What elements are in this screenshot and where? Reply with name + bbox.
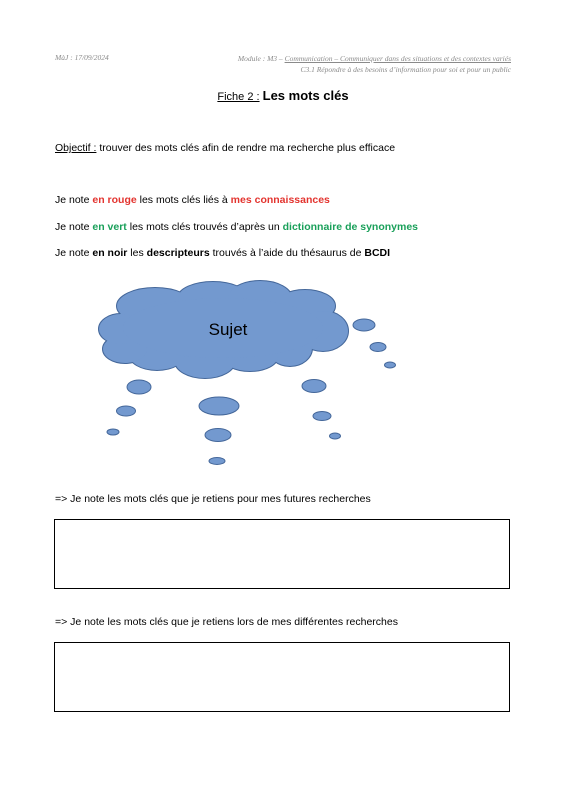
instruction-red-color: en rouge <box>92 194 137 206</box>
instruction-black-middle: les <box>127 247 147 259</box>
instruction-green-prefix: Je note <box>55 221 93 233</box>
objective-label: Objectif : <box>55 142 97 154</box>
instruction-black <box>55 247 390 259</box>
instruction-green <box>55 221 418 233</box>
subject-cloud-diagram <box>95 276 415 471</box>
bubble <box>313 412 331 421</box>
objective-line <box>55 142 395 154</box>
section2-prompt: => Je note les mots clés que je retiens lors de mes différentes recherches <box>55 616 398 628</box>
title-main: Les mots clés <box>262 88 349 103</box>
bubble <box>385 362 396 368</box>
bubble <box>302 380 326 393</box>
instruction-green-highlight: dictionnaire de synonymes <box>282 221 419 233</box>
future-keywords-box[interactable] <box>54 519 510 589</box>
instruction-black-suffix: trouvés à l’aide du thésaurus de <box>209 247 365 259</box>
competence-label: C3.1 Répondre à des besoins d’information pour soi et pour un public <box>300 65 511 74</box>
bubble <box>330 433 341 439</box>
section1-prompt: => Je note les mots clés que je retiens pour mes futures recherches <box>55 493 371 505</box>
instruction-black-color: en noir <box>92 247 128 259</box>
bubble <box>205 429 231 442</box>
instruction-red <box>55 194 330 206</box>
bubble <box>209 458 225 465</box>
module-prefix: Module : M3 – <box>237 54 285 63</box>
bubble <box>117 406 136 416</box>
search-keywords-box[interactable] <box>54 642 510 712</box>
module-link[interactable]: Communication – Communiquer dans des situations et des contextes variés <box>284 54 511 63</box>
page-title <box>0 88 566 103</box>
bubble <box>353 319 375 331</box>
instruction-red-prefix: Je note <box>55 194 93 206</box>
instruction-green-middle: les mots clés trouvés d’après un <box>126 221 283 233</box>
cloud-label: Sujet <box>208 320 248 339</box>
instruction-red-highlight: mes connaissances <box>230 194 330 206</box>
bubble <box>370 343 386 352</box>
update-date: MàJ : 17/09/2024 <box>55 53 109 62</box>
bubble <box>127 380 151 394</box>
bubble <box>107 429 119 435</box>
objective-text: trouver des mots clés afin de rendre ma recherche plus efficace <box>96 142 396 154</box>
title-label: Fiche 2 : <box>217 91 260 103</box>
instruction-black-highlight: descripteurs <box>146 247 210 259</box>
bubble <box>199 397 239 415</box>
instruction-black-prefix: Je note <box>55 247 93 259</box>
instruction-green-color: en vert <box>92 221 127 233</box>
instruction-red-middle: les mots clés liés à <box>136 194 231 206</box>
instruction-black-highlight2: BCDI <box>364 247 391 259</box>
module-header <box>238 53 511 75</box>
